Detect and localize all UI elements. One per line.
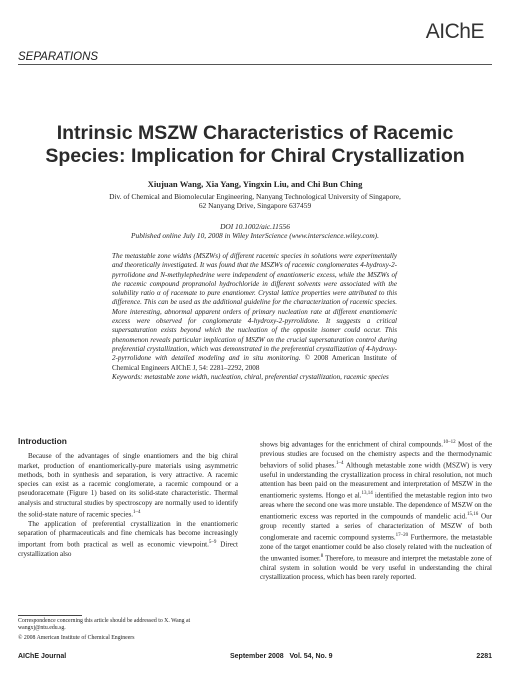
copyright-notice: © 2008 American Institute of Chemical Engineers [18,635,135,641]
reference: 1–4 [133,510,141,516]
doi: DOI 10.1002/aic.11556 [220,222,290,231]
intro-paragraph-1: Because of the advantages of single enantiomers and the big chiral market, production of enantiomerically-pure materials using asymmetric methods, both in synthesis and separation, is very attractive. A racemic species can exist as a racemic conglomerate, a racemic compound or a pseudoracemate (Figure 1) based on its solid-state characteristic. Thermal analysis and structural studies by spectroscopy are normally used to identify the solid-state nature of racemic species.$^{1-4}$ [18,452,238,519]
introduction-heading: Introduction [18,436,67,446]
reference: 5–9 [208,540,217,546]
left-column [18,437,238,559]
affiliation-line-2: 62 Nanyang Drive, Singapore 637459 [198,201,312,210]
correspondence-footnote: Correspondence concerning this article should be addressed to X. Wang at wangxj@ntu.edu.sg. [18,618,191,632]
footer-page-number: 2281 [476,653,492,660]
authors: Xiujuan Wang, Xia Yang, Yingxin Liu, and Chi Bun Ching [147,179,363,189]
published-online: Published online July 10, 2008 in Wiley InterScience (www.interscience.wiley.com). [131,231,379,241]
abstract-copyright: © 2008 American Institute of Chemical Engineers AIChE J, 54: 2281–2292, 2008 [112,354,397,372]
affiliation-line-1: Div. of Chemical and Biomolecular Engineering, Nanyang Technological University of Singapore, [109,192,401,201]
journal-logo: AIChE [425,20,484,43]
intro-paragraph-2: The application of preferential crystallization in the enantiomeric separation of pharmaceuticals and fine chemicals has become increasingly important from both practical as well as economic viewpoint.$^{5-9}$ Direct crystallization also [18,519,238,558]
right-column [260,438,492,582]
affiliation [20,192,490,210]
intro-paragraph-continued: shows big advantages for the enrichment of chiral compounds.$^{10-12}$ Most of the previous studies are focused on the chemistry aspects and the thermodynamic behaviors of solid phases.$^{1-4}$ Although metastable zone width (MSZW) is very useful in understanding the crystallization process in chiral resolution, not much attention has been paid on the measurement and interpretation of MSZW in the enantiomeric systems. Hongo et al.$^{13,14}$ identified the metastable region into two areas where the second one was more unstable. The dependence of MSZW on the enantiomeric excess was reported in the compounds of mandelic acid.$^{15,16}$ Our group recently started a series of characterization of MSZW of both conglomerate and racemic compound systems.$^{17-20}$ Furthermore, the metastable zone of the target enantiomer could be also closely related with the nucleation of the unwanted isomer.$^8$ Therefore, to measure and interpret the metastable zone of chiral system in solution would be very useful in understanding the chiral crystallization process, which has been rarely reported. [260,440,493,582]
header-rule [18,64,492,65]
abstract-text: The metastable zone widths (MSZWs) of different racemic species in solutions were experimentally and theoretically investigated. It was found that the MSZWs of racemic conglomerates 4-hydroxy-2-pyrrolidone and N-methylephedrine were independent of enantiomeric excess, while the MSZWs of the racemic compound propranolol hydrochloride in different solvents were associated with the solubility ratio α of racemate to pure enantiomer. Crystal lattice properties were attributed to this difference. This can be used as the additional guideline for the characterization of racemic species. More interesting, abnormal apparent orders of primary nucleation rate at different enantiomeric excess were observed for conglomerate 4-hydroxy-2-pyrrolidone. It suggests a critical supersaturation exists beyond which the nucleation of the opposite isomer could occur. This phenomenon reveals particular implication of MSZW on the crucial supersaturation control during preferential crystallization, which was demonstrated in the preferential crystallization of 4-hydroxy-2-pyrrolidone with detailed modeling and in situ monitoring. [112,252,397,363]
section-label: SEPARATIONS [18,51,99,63]
paper-title: Intrinsic MSZW Characteristics of Racemic Species: Implication for Chiral Crystallization [45,122,465,167]
doi-block [20,222,490,241]
footnote-rule [18,615,82,616]
footer-journal: AIChE Journal [18,653,67,660]
footer-issue: September 2008 Vol. 54, No. 9 [230,653,333,660]
abstract [112,252,397,382]
keywords: Keywords: metastable zone width, nucleation, chiral, preferential crystallization, racemic species [112,372,389,381]
